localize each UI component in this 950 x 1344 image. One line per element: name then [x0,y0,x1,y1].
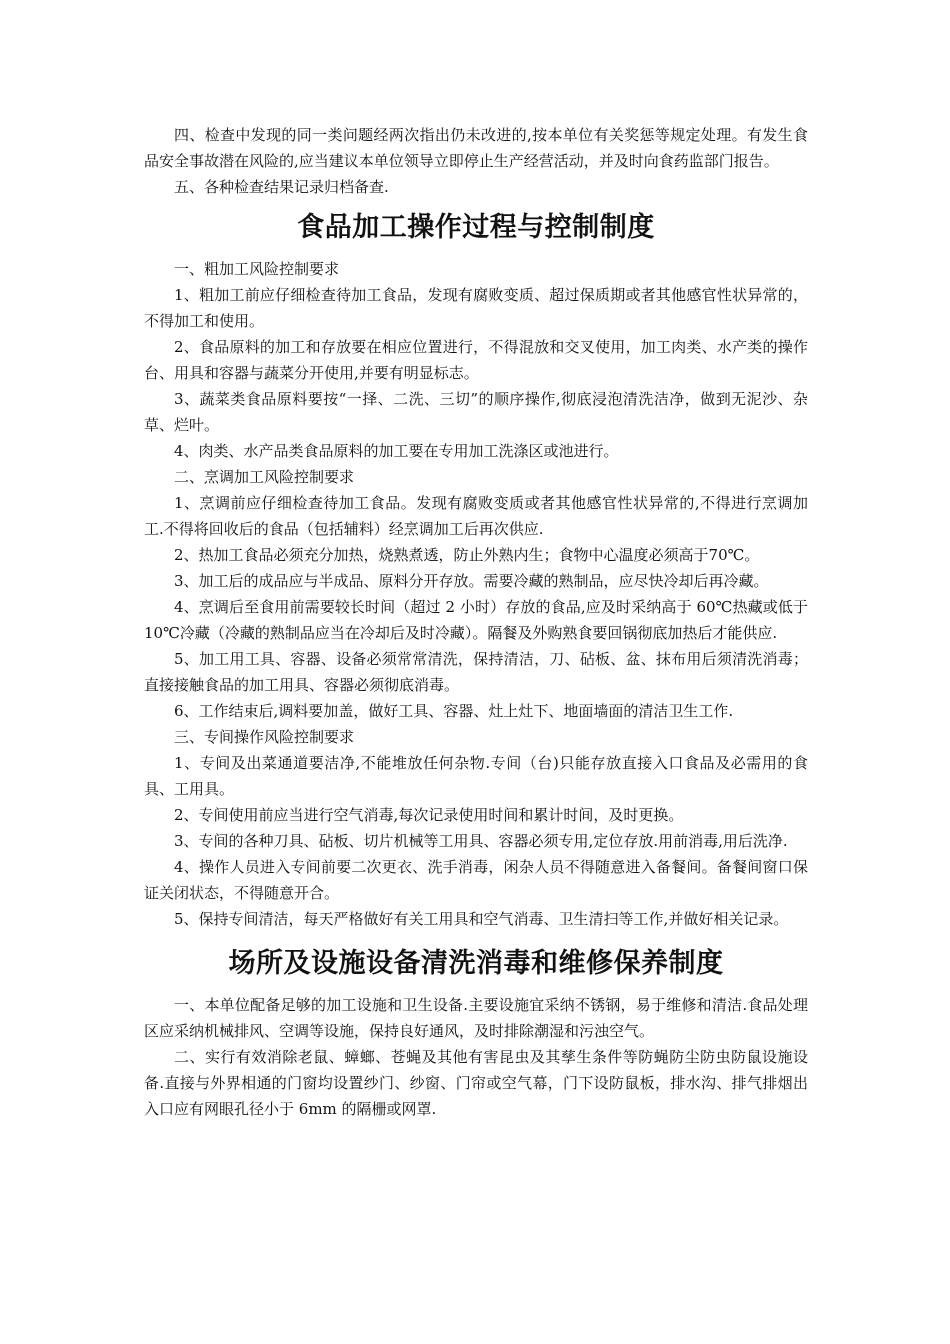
paragraph: 3、蔬菜类食品原料要按“一择、二洗、三切”的顺序操作,彻底浸泡清洗洁净，做到无泥沙、杂草、烂叶。 [144,390,808,434]
paragraph: 2、食品原料的加工和存放要在相应位置进行，不得混放和交叉使用，加工肉类、水产类的操作台、用具和容器与蔬菜分开使用,并要有明显标志。 [144,338,808,382]
paragraph: 1、粗加工前应仔细检查待加工食品，发现有腐败变质、超过保质期或者其他感官性状异常的，不得加工和使用。 [144,286,808,330]
paragraph: 2、专间使用前应当进行空气消毒,每次记录使用时间和累计时间，及时更换。 [174,806,684,824]
paragraph: 2、热加工食品必须充分加热，烧熟煮透，防止外熟内生；食物中心温度必须高于70℃。 [174,546,760,564]
subsection-heading: 二、烹调加工风险控制要求 [174,468,355,486]
intro-paragraph-5: 五、各种检查结果记录归档备查. [174,178,389,196]
paragraph: 6、工作结束后,调料要加盖，做好工具、容器、灶上灶下、地面墙面的清洁卫生工作. [174,702,734,720]
paragraph: 4、肉类、水产品类食品原料的加工要在专用加工洗涤区或池进行。 [174,442,619,460]
paragraph: 5、保持专间清洁，每天严格做好有关工用具和空气消毒、卫生清扫等工作,并做好相关记录。 [174,910,789,928]
section-title-food-processing: 食品加工操作过程与控制制度 [297,212,655,243]
section-title-facility-cleaning: 场所及设施设备清洗消毒和维修保养制度 [228,948,724,979]
paragraph: 1、专间及出菜通道要洁净,不能堆放任何杂物.专间（台)只能存放直接入口食品及必需用的食具、工用具。 [144,754,808,798]
subsection-heading: 三、专间操作风险控制要求 [174,728,355,746]
paragraph: 4、烹调后至食用前需要较长时间（超过 2 小时）存放的食品,应及时采纳高于 60℃热藏或低于 10℃冷藏（冷藏的熟制品应当在冷却后及时冷藏）。隔餐及外购熟食要回锅彻底加热后才能供应. [144,598,808,642]
paragraph: 5、加工用工具、容器、设备必须常常清洗，保持清洁，刀、砧板、盆、抹布用后须清洗消毒；直接接触食品的加工用具、容器必须彻底消毒。 [144,650,808,694]
intro-paragraph-4: 四、检查中发现的同一类问题经两次指出仍未改进的,按本单位有关奖惩等规定处理。有发生食品安全事故潜在风险的,应当建议本单位领导立即停止生产经营活动，并及时向食药监部门报告。 [144,126,808,170]
document-page [144,122,808,1122]
paragraph: 1、烹调前应仔细检查待加工食品。发现有腐败变质或者其他感官性状异常的,不得进行烹调加工.不得将回收后的食品（包括辅料）经烹调加工后再次供应. [144,494,808,538]
subsection-heading: 一、粗加工风险控制要求 [174,260,340,278]
paragraph: 3、专间的各种刀具、砧板、切片机械等工用具、容器必须专用,定位存放.用前消毒,用后洗净. [174,832,788,850]
paragraph: 二、实行有效消除老鼠、蟑螂、苍蝇及其他有害昆虫及其孳生条件等防蝇防尘防虫防鼠设施设备.直接与外界相通的门窗均设置纱门、纱窗、门帘或空气幕，门下设防鼠板，排水沟、排气排烟出入口应有网眼孔径小于 6mm 的隔栅或网罩. [144,1048,808,1118]
paragraph: 3、加工后的成品应与半成品、原料分开存放。需要冷藏的熟制品，应尽快冷却后再冷藏。 [174,572,769,590]
paragraph: 一、本单位配备足够的加工设施和卫生设备.主要设施宜采纳不锈钢，易于维修和清洁.食品处理区应采纳机械排风、空调等设施，保持良好通风，及时排除潮湿和污浊空气。 [144,996,808,1040]
paragraph: 4、操作人员进入专间前要二次更衣、洗手消毒，闲杂人员不得随意进入备餐间。备餐间窗口保证关闭状态，不得随意开合。 [144,858,808,902]
